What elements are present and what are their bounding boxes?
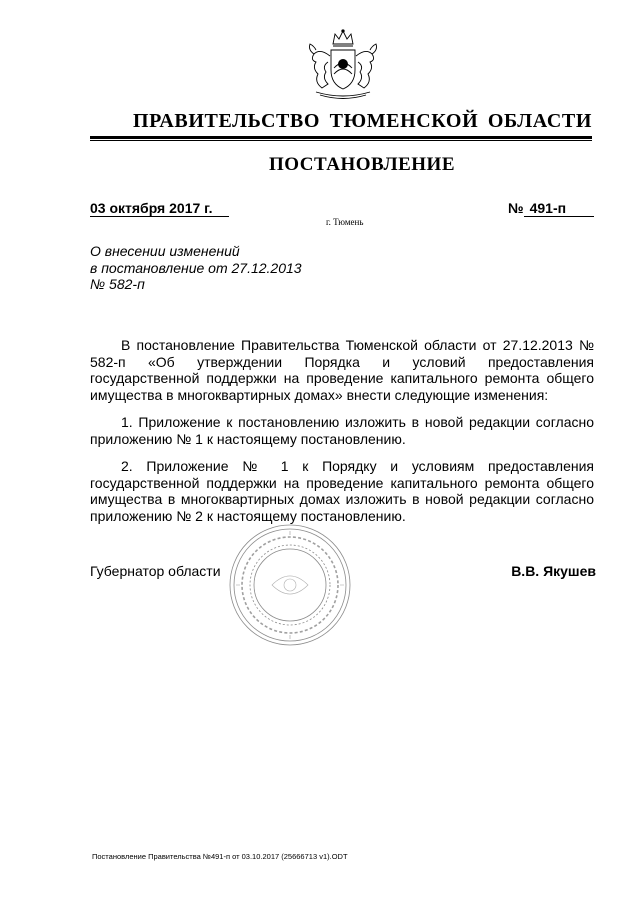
document-body: [90, 337, 594, 535]
number-value: 491-п: [524, 201, 594, 217]
subject-line: № 582-п: [90, 276, 145, 292]
number-sign: №: [508, 200, 524, 216]
document-subject: [90, 243, 302, 293]
body-paragraph: 1. Приложение к постановлению изложить в новой редакции согласно приложению № 1 к настоящему постановлению.: [90, 414, 594, 447]
official-seal-stamp-icon: [228, 523, 352, 647]
government-name: ПРАВИТЕЛЬСТВО ТЮМЕНСКОЙ ОБЛАСТИ: [90, 110, 592, 139]
body-paragraph: В постановление Правительства Тюменской области от 27.12.2013 № 582-п «Об утверждении Порядка и условий предоставления государственной поддержки на проведение капитального ремонта общего имущества в многоквартирных домах» внести следующие изменения:: [90, 337, 594, 403]
document-number: [508, 201, 594, 217]
footer-file-note: Постановление Правительства №491-п от 03.10.2017 (25666713 v1).ODT: [92, 852, 348, 861]
tyumen-region-coat-of-arms-icon: [300, 28, 386, 100]
signatory-position: Губернатор области: [90, 563, 221, 579]
body-paragraph: 2. Приложение № 1 к Порядку и условиям предоставления государственной поддержки на проведение капитального ремонта общего имущества в многоквартирных домах изложить в новой редакции согласно приложению № 2 к настоящему постановлению.: [90, 458, 594, 524]
document-date: 03 октября 2017 г.: [90, 201, 229, 217]
document-type-title: ПОСТАНОВЛЕНИЕ: [268, 154, 456, 175]
subject-line: в постановление от 27.12.2013: [90, 259, 302, 276]
document-city: г. Тюмень: [326, 217, 364, 227]
header-divider: [90, 140, 592, 141]
subject-line: О внесении изменений: [90, 243, 240, 259]
signatory-name: В.В. Якушев: [511, 563, 596, 579]
